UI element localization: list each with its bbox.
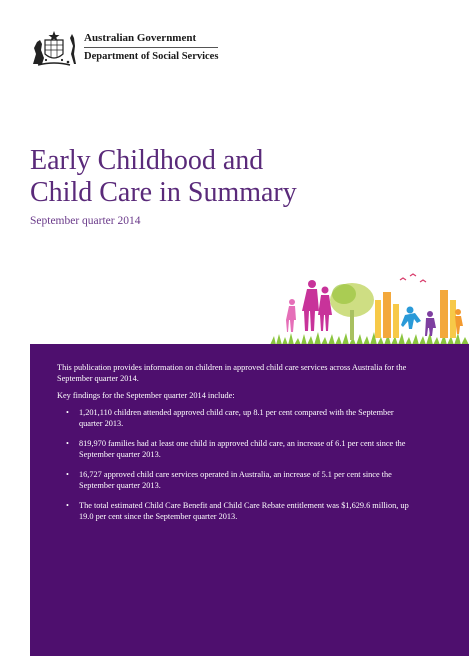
- page-title: [30, 145, 297, 209]
- title-line-2: Child Care in Summary: [30, 177, 297, 208]
- government-logo: [30, 28, 218, 68]
- key-findings-heading: Key findings for the September quarter 2014 include:: [57, 391, 235, 400]
- summary-panel-content: [57, 362, 417, 531]
- intro-paragraph: This publication provides information on children in approved child care services across Australia for the September quarter 2014.: [57, 363, 407, 383]
- title-line-1: Early Childhood and: [30, 145, 264, 176]
- finding-item: • The total estimated Child Care Benefit and Child Care Rebate entitlement was $1,629.6 million, up 19.0 per cent since the September quarter 2013.: [57, 500, 417, 522]
- coat-of-arms-icon: [30, 28, 78, 68]
- department-name: Department of Social Services: [84, 51, 219, 62]
- finding-item: • 16,727 approved child care services operated in Australia, an increase of 5.1 per cent since the September quarter 2013.: [57, 469, 417, 491]
- government-name: Australian Government: [84, 32, 218, 48]
- key-findings-list: [57, 407, 417, 522]
- finding-item: • 1,201,110 children attended approved child care, up 8.1 per cent compared with the September quarter 2013.: [57, 407, 417, 429]
- finding-item: • 819,970 families had at least one child in approved child care, an increase of 6.1 per cent since the September quarter 2013.: [57, 438, 417, 460]
- government-text: [84, 32, 218, 62]
- subtitle: September quarter 2014: [30, 215, 141, 227]
- bottom-margin: [0, 656, 469, 664]
- family-skyline-illustration: [270, 270, 469, 345]
